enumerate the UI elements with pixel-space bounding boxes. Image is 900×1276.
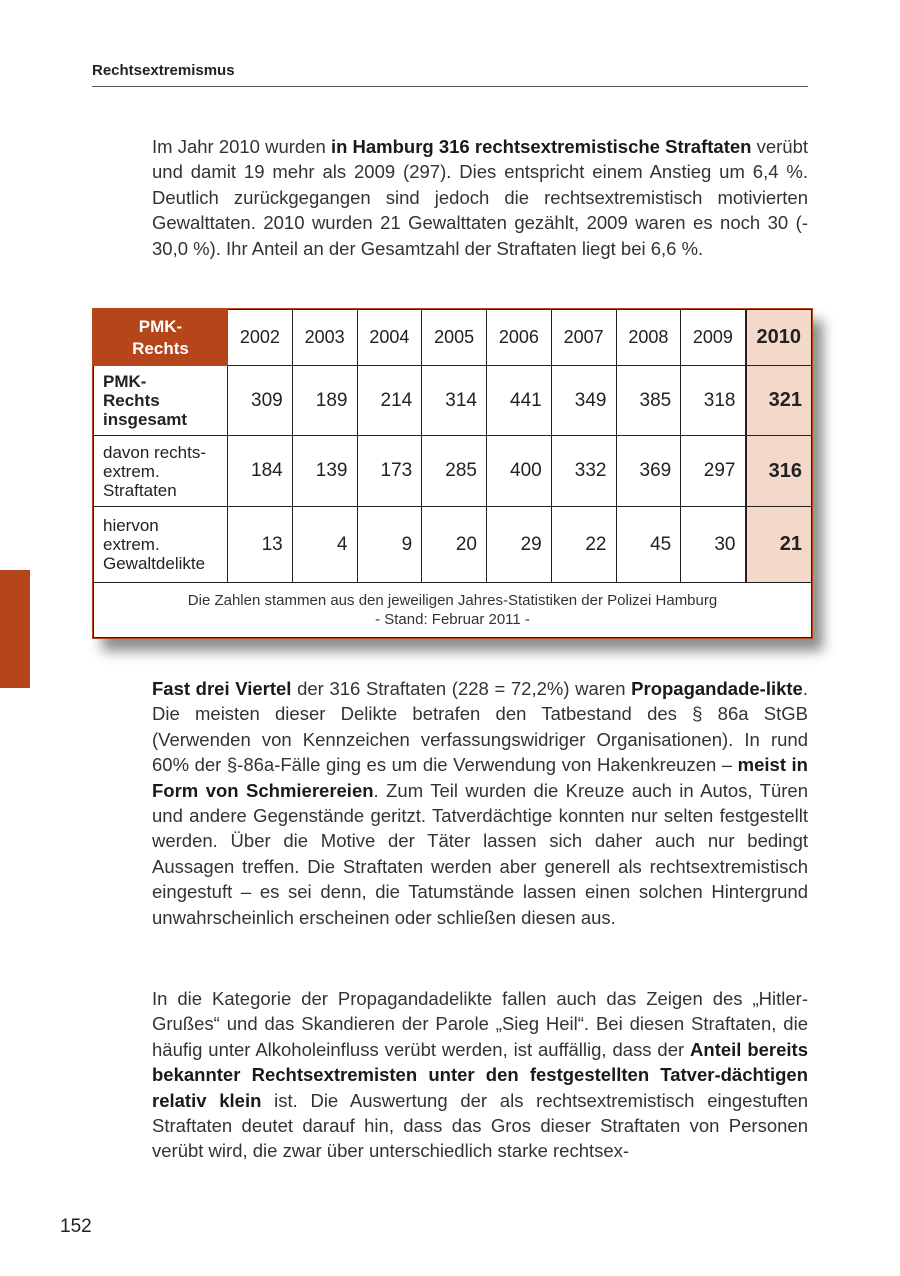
table-cell: 184 (228, 436, 293, 507)
paragraph-propaganda (152, 676, 808, 930)
table-cell-highlight: 316 (746, 436, 812, 507)
table-cell: 13 (228, 507, 293, 583)
table-cell: 30 (681, 507, 746, 583)
table-row (94, 436, 812, 507)
text-run: verübt und damit 19 mehr als 2009 (297). Dies entspricht einem Anstieg um 6,4 %. Deutlich zurückgegangen sind jedoch die rechtsextremistisch motivierten Gewalttaten. 2010 wurden 21 Gewalttaten gezählt, 2009 waren es noch 30 (- 30,0 %). Ihr Anteil an der Gesamtzahl der Straftaten liegt bei 6,6 %. (152, 136, 809, 259)
label-line: extrem. (103, 461, 160, 481)
year-header-highlight: 2010 (746, 310, 812, 366)
table-cell: 309 (228, 366, 293, 436)
source-line: - Stand: Februar 2011 - (375, 611, 530, 628)
text-run: . Die meisten dieser Delikte betrafen den Tatbestand des § 86a StGB (Verwenden von Kennzeichen verfassungswidriger Organisationen). In rund 60% der §-86a-Fälle ging es um die Verwendung von Hakenkreuzen – (152, 678, 808, 776)
text-run: In die Kategorie der Propagandadelikte fallen auch das Zeigen des „Hitler-Grußes“ und das Skandieren der Parole „Sieg Heil“. Bei diesen Straftaten, die häufig unter Alkoholeinfluss verübt werden, ist auffällig, dass der (152, 988, 808, 1060)
page-number: 152 (60, 1216, 92, 1237)
table-cell: 20 (422, 507, 487, 583)
table-cell: 189 (292, 366, 357, 436)
statistics-table (92, 308, 813, 639)
table-cell-highlight: 21 (746, 507, 812, 583)
label-line: Straftaten (103, 480, 177, 500)
table-cell: 318 (681, 366, 746, 436)
paragraph-category (152, 986, 808, 1164)
corner-line: Rechts (132, 338, 189, 358)
bold-run: Propagandade-likte (631, 678, 803, 699)
table-cell-highlight: 321 (746, 366, 812, 436)
text-run: ist. Die Auswertung der als rechtsextremistisch eingestuften Straftaten deutet darauf hin, dass das Gros dieser Straftaten von Personen verübt wird, die zwar über unterschiedlich starke rechtsex- (152, 1089, 808, 1162)
year-header: 2003 (292, 310, 357, 366)
year-header: 2009 (681, 310, 746, 366)
label-line: Rechts (103, 391, 160, 410)
table-cell: 400 (487, 436, 552, 507)
label-line: Gewaltdelikte (103, 554, 206, 573)
running-header (92, 62, 808, 87)
table-cell: 9 (357, 507, 422, 583)
table-cell: 22 (551, 507, 616, 583)
text-run: Im Jahr 2010 wurden (152, 136, 331, 157)
header-title: Rechtsextremismus (92, 62, 235, 79)
year-header: 2007 (551, 310, 616, 366)
table-cell: 385 (616, 366, 681, 436)
bold-run: meist in Form von Schmierereien (152, 754, 808, 801)
table-cell: 349 (551, 366, 616, 436)
row-label (94, 507, 228, 583)
table-cell: 173 (357, 436, 422, 507)
year-header: 2006 (487, 310, 552, 366)
year-header: 2004 (357, 310, 422, 366)
table-source-row (94, 583, 812, 638)
label-line: PMK- (103, 372, 147, 391)
table-cell: 214 (357, 366, 422, 436)
table-source-note (94, 583, 812, 638)
table-row (94, 366, 812, 436)
table-cell: 45 (616, 507, 681, 583)
label-line: extrem. (103, 535, 160, 554)
table-corner-label (94, 310, 228, 366)
text-run: der 316 Straftaten (228 = 72,2%) waren (291, 678, 632, 699)
year-header: 2002 (228, 310, 293, 366)
year-header: 2008 (616, 310, 681, 366)
row-label (94, 366, 228, 436)
year-header: 2005 (422, 310, 487, 366)
table-cell: 314 (422, 366, 487, 436)
table-row (94, 507, 812, 583)
table-cell: 369 (616, 436, 681, 507)
label-line: insgesamt (103, 410, 188, 429)
bold-run: in Hamburg 316 rechtsextremistische Straftaten (330, 136, 752, 157)
bold-run: Anteil bereits bekannter Rechtsextremisten unter den festgestellten Tatver-dächtigen relativ klein (152, 1038, 808, 1111)
table-cell: 332 (551, 436, 616, 507)
text-run: . Zum Teil wurden die Kreuze auch in Autos, Türen und andere Gegenstände geritzt. Tatverdächtige konnten nur selten festgestellt werden. Über die Motive der Täter lassen sich daher auch nur bedingt Aussagen treffen. Die Straftaten werden aber generell als rechtsextremistisch eingestuft – es sei denn, die Tatumstände lassen einen solchen Hintergrund unwahrscheinlich erscheinen oder schließen diesen aus. (152, 779, 808, 928)
table-cell: 139 (292, 436, 357, 507)
label-line: davon rechts- (103, 442, 206, 462)
table-header-row (94, 310, 812, 366)
paragraph-intro (152, 134, 808, 261)
corner-line: PMK- (138, 316, 183, 336)
table-cell: 441 (487, 366, 552, 436)
table-cell: 297 (681, 436, 746, 507)
row-label (94, 436, 228, 507)
table-cell: 29 (487, 507, 552, 583)
table-cell: 4 (292, 507, 357, 583)
table-cell: 285 (422, 436, 487, 507)
label-line: hiervon (103, 516, 159, 535)
chapter-side-tab (0, 570, 30, 688)
source-line: Die Zahlen stammen aus den jeweiligen Jahres-Statistiken der Polizei Hamburg (187, 592, 718, 609)
bold-run: Fast drei Viertel (152, 678, 292, 699)
